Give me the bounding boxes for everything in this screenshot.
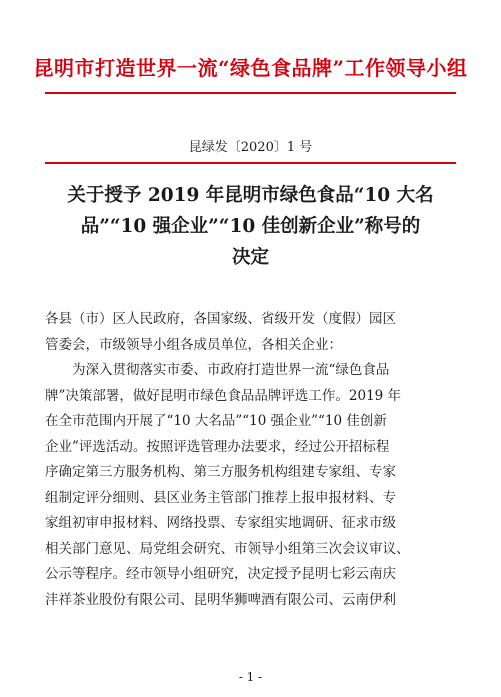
body-line: 公示等程序。经市领导小组研究，决定授予昆明七彩云南庆	[45, 566, 396, 582]
body-line: 企业”评选活动。按照评选管理办法要求，经过公开招标程	[45, 438, 390, 455]
body-line: 沣祥茶业股份有限公司、昆明华狮啤酒有限公司、云南伊利	[45, 591, 396, 608]
body-line: 序确定第三方服务机构、第三方服务机构组建专家组、专家	[45, 464, 396, 480]
document-body	[45, 307, 461, 613]
body-line: 家组初审申报材料、网络投票、专家组实地调研、征求市级	[45, 515, 396, 531]
header-divider	[45, 162, 456, 164]
title-line: 决定	[231, 247, 269, 268]
body-line: 相关部门意见、局党组会研究、市领导小组第三次会议审议、	[45, 540, 410, 557]
body-line: 牌”决策部署，做好昆明市绿色食品品牌评选工作。2019 年	[45, 387, 402, 404]
body-line: 在全市范围内开展了“10 大名品”“10 强企业”“10 佳创新	[45, 413, 387, 429]
org-header-title: 昆明市打造世界一流“绿色食品牌”工作领导小组	[33, 56, 468, 80]
body-line: 管委会，市级领导小组各成员单位，各相关企业：	[45, 336, 342, 353]
body-line: 各县（市）区人民政府，各国家级、省级开发（度假）园区	[45, 311, 396, 327]
document-number: 昆绿发〔2020〕1 号	[188, 140, 313, 155]
title-line: 品”“10 强企业”“10 佳创新企业”称号的	[80, 216, 421, 237]
document-title	[40, 180, 461, 273]
title-line: 关于授予 2019 年昆明市绿色食品“10 大名	[67, 185, 434, 206]
header-red-rule	[45, 92, 456, 94]
body-line: 为深入贯彻落实市委、市政府打造世界一流“绿色食品	[72, 362, 390, 378]
page-number: - 1 -	[238, 670, 263, 684]
body-line: 组制定评分细则、县区业务主管部门推荐上报申报材料、专	[45, 489, 396, 506]
